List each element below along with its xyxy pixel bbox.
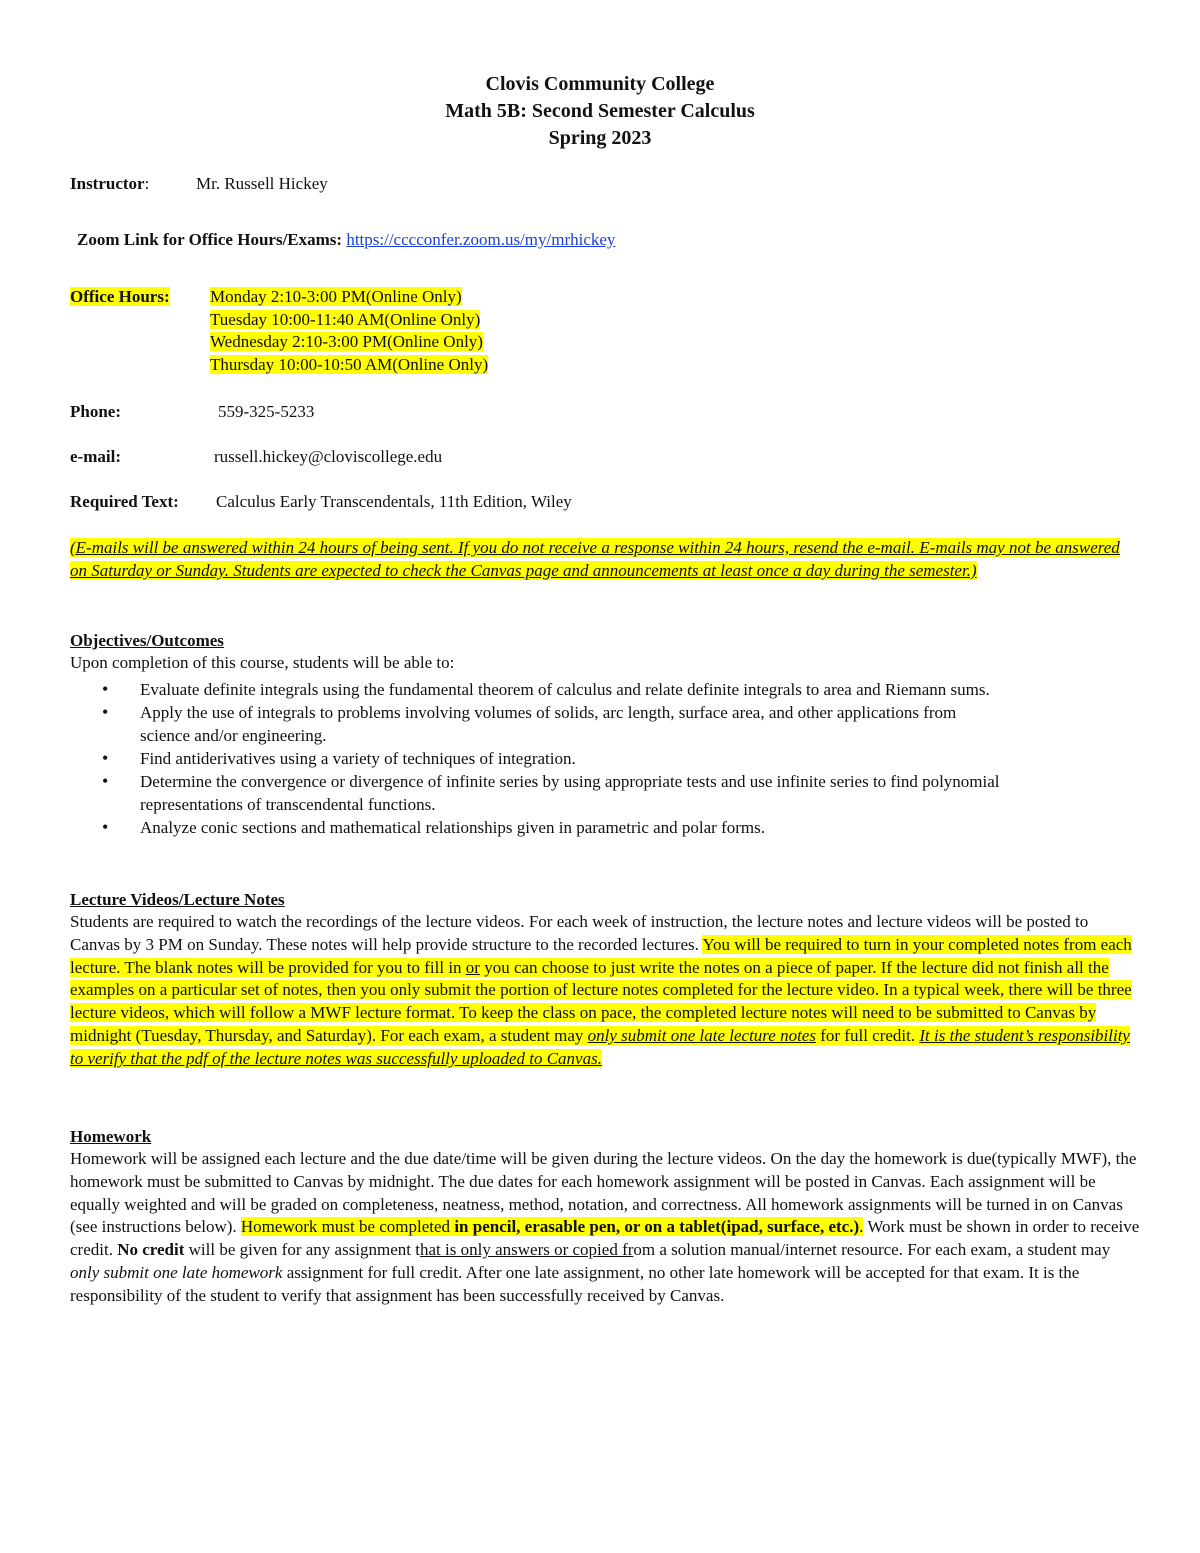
required-text-line [70, 491, 572, 513]
instructor-label: Instructor [70, 174, 145, 193]
phone-value: 559-325-5233 [218, 402, 315, 421]
instructor-name: Mr. Russell Hickey [196, 174, 328, 193]
homework-hl-text: Homework must be completed [240, 1217, 455, 1237]
homework-text-1: Homework will be assigned each lecture and the due date/time will be given during the lecture videos. On the day the homework is due(typically MWF), the homework must be submitted to Canvas by midnight. The due dates for each homework assignment will be posted in Canvas. Each assignment will be equally weighted and will be graded on completeness, neatness, method, notation, and correctness. All homework assignments will be turned in on Canvas (see instructions below). [70, 1149, 1137, 1237]
lectures-or: or [465, 957, 480, 977]
zoom-line [77, 229, 615, 251]
office-hours-wednesday: Wednesday 2:10-3:00 PM(Online Only) [210, 332, 483, 351]
term-title: Spring 2023 [548, 127, 652, 149]
list-item: • Find antiderivatives using a variety of techniques of integration. [70, 747, 1010, 770]
objectives-heading: Objectives/Outcomes [70, 631, 224, 650]
homework-text-3: will be given for any assignment t [184, 1240, 420, 1260]
zoom-link[interactable]: https://cccconfer.zoom.us/my/mrhickey [346, 230, 616, 249]
lectures-paragraph [70, 911, 1140, 1071]
lectures-text-3: you can choose to just write the notes on a piece of paper. If the lecture did not finish all the examples on a particular set of notes, then you only submit the portion of lecture notes completed for the lecture video. In a typical week, there will be three lecture videos, which will follow a MWF lecture format. To keep the class on pace, the completed lecture notes will need to be submitted to Canvas by midnight (Tuesday, Thursday, and Saturday). For each exam, a student may [70, 957, 1132, 1045]
phone-label: Phone: [70, 402, 121, 421]
office-hours-slot [210, 331, 483, 353]
homework-heading: Homework [70, 1127, 152, 1146]
lectures-heading: Lecture Videos/Lecture Notes [70, 890, 285, 909]
office-hours-monday: Monday 2:10-3:00 PM(Online Only) [210, 287, 462, 306]
office-hours-slot [210, 286, 462, 308]
lectures-text-2: You will be required to turn in your completed notes from each lecture. The blank notes will be provided for you to fill in [70, 934, 1132, 977]
email-label: e-mail: [70, 447, 121, 466]
office-hours-thursday: Thursday 10:00-10:50 AM(Online Only) [210, 355, 489, 374]
list-item: • Determine the convergence or divergence of infinite series by using appropriate tests and use infinite series to find polynomial representations of transcendental functions. [70, 770, 1010, 816]
homework-paragraph [70, 1148, 1140, 1308]
list-item: • Analyze conic sections and mathematical relationships given in parametric and polar forms. [70, 816, 1010, 839]
list-item: • Apply the use of integrals to problems involving volumes of solids, arc length, surface area, and other applications from science and/or engineering. [70, 701, 1010, 747]
lectures-late-note: only submit one late lecture notes [587, 1025, 816, 1045]
list-item: • Evaluate definite integrals using the fundamental theorem of calculus and relate definite integrals to area and Riemann sums. [70, 678, 1010, 701]
required-text-value: Calculus Early Transcendentals, 11th Edition, Wiley [216, 492, 572, 511]
email-notice-text: (E-mails will be answered within 24 hours of being sent. If you do not receive a response within 24 hours, resend the e-mail. E-mails may not be answered on Saturday or Sunday. Students are expected to check the Canvas page and announcements at least once a day during the semester.) [70, 538, 1120, 580]
homework-no-credit: No credit [117, 1240, 185, 1260]
email-line [70, 446, 443, 468]
office-hours-tuesday: Tuesday 10:00-11:40 AM(Online Only) [210, 310, 481, 329]
office-hours-label: Office Hours: [70, 287, 170, 306]
objectives-list [70, 678, 1010, 839]
lectures-text-1: Students are required to watch the recordings of the lecture videos. For each week of instruction, the lecture notes and lecture videos will be posted to Canvas by 3 PM on Sunday. These notes will help provide structure to the recorded lectures. [70, 912, 1089, 954]
office-hours-slot [210, 354, 488, 376]
required-text-label: Required Text: [70, 492, 179, 511]
email-value: russell.hickey@cloviscollege.edu [214, 447, 443, 466]
homework-text-2: Work must be shown in order to receive credit. [70, 1217, 1140, 1260]
instructor-line [70, 173, 328, 195]
homework-text-5: assignment for full credit. After one late assignment, no other late homework will be accepted for that exam. It is the responsibility of the student to verify that assignment has been successfully received by Canvas. [70, 1262, 1080, 1305]
homework-hl-bold: in pencil, erasable pen, or on a tablet(ipad, surface, etc.) [454, 1217, 860, 1237]
office-hours-block [70, 286, 170, 308]
office-hours-slot [210, 309, 480, 331]
college-title: Clovis Community College [485, 73, 715, 95]
homework-late-italic: only submit one late homework [70, 1262, 283, 1282]
lectures-text-4: for full credit. [815, 1025, 920, 1045]
lectures-highlight [70, 935, 1132, 1068]
homework-text-4: om a solution manual/internet resource. For each exam, a student may [633, 1240, 1111, 1260]
lectures-responsibility: It is the student’s responsibility to verify that the pdf of the lecture notes was successfully uploaded to Canvas. [70, 1025, 1130, 1068]
homework-underlined: hat is only answers or copied fr [420, 1240, 634, 1260]
objectives-intro: Upon completion of this course, students will be able to: [70, 653, 455, 672]
instructor-label-colon: : [144, 174, 150, 193]
email-notice [70, 537, 1130, 583]
phone-line [70, 401, 315, 423]
course-title: Math 5B: Second Semester Calculus [445, 100, 755, 122]
homework-highlight [241, 1217, 863, 1236]
zoom-label: Zoom Link for Office Hours/Exams: [77, 230, 343, 249]
homework-hl-end: . [859, 1217, 864, 1237]
